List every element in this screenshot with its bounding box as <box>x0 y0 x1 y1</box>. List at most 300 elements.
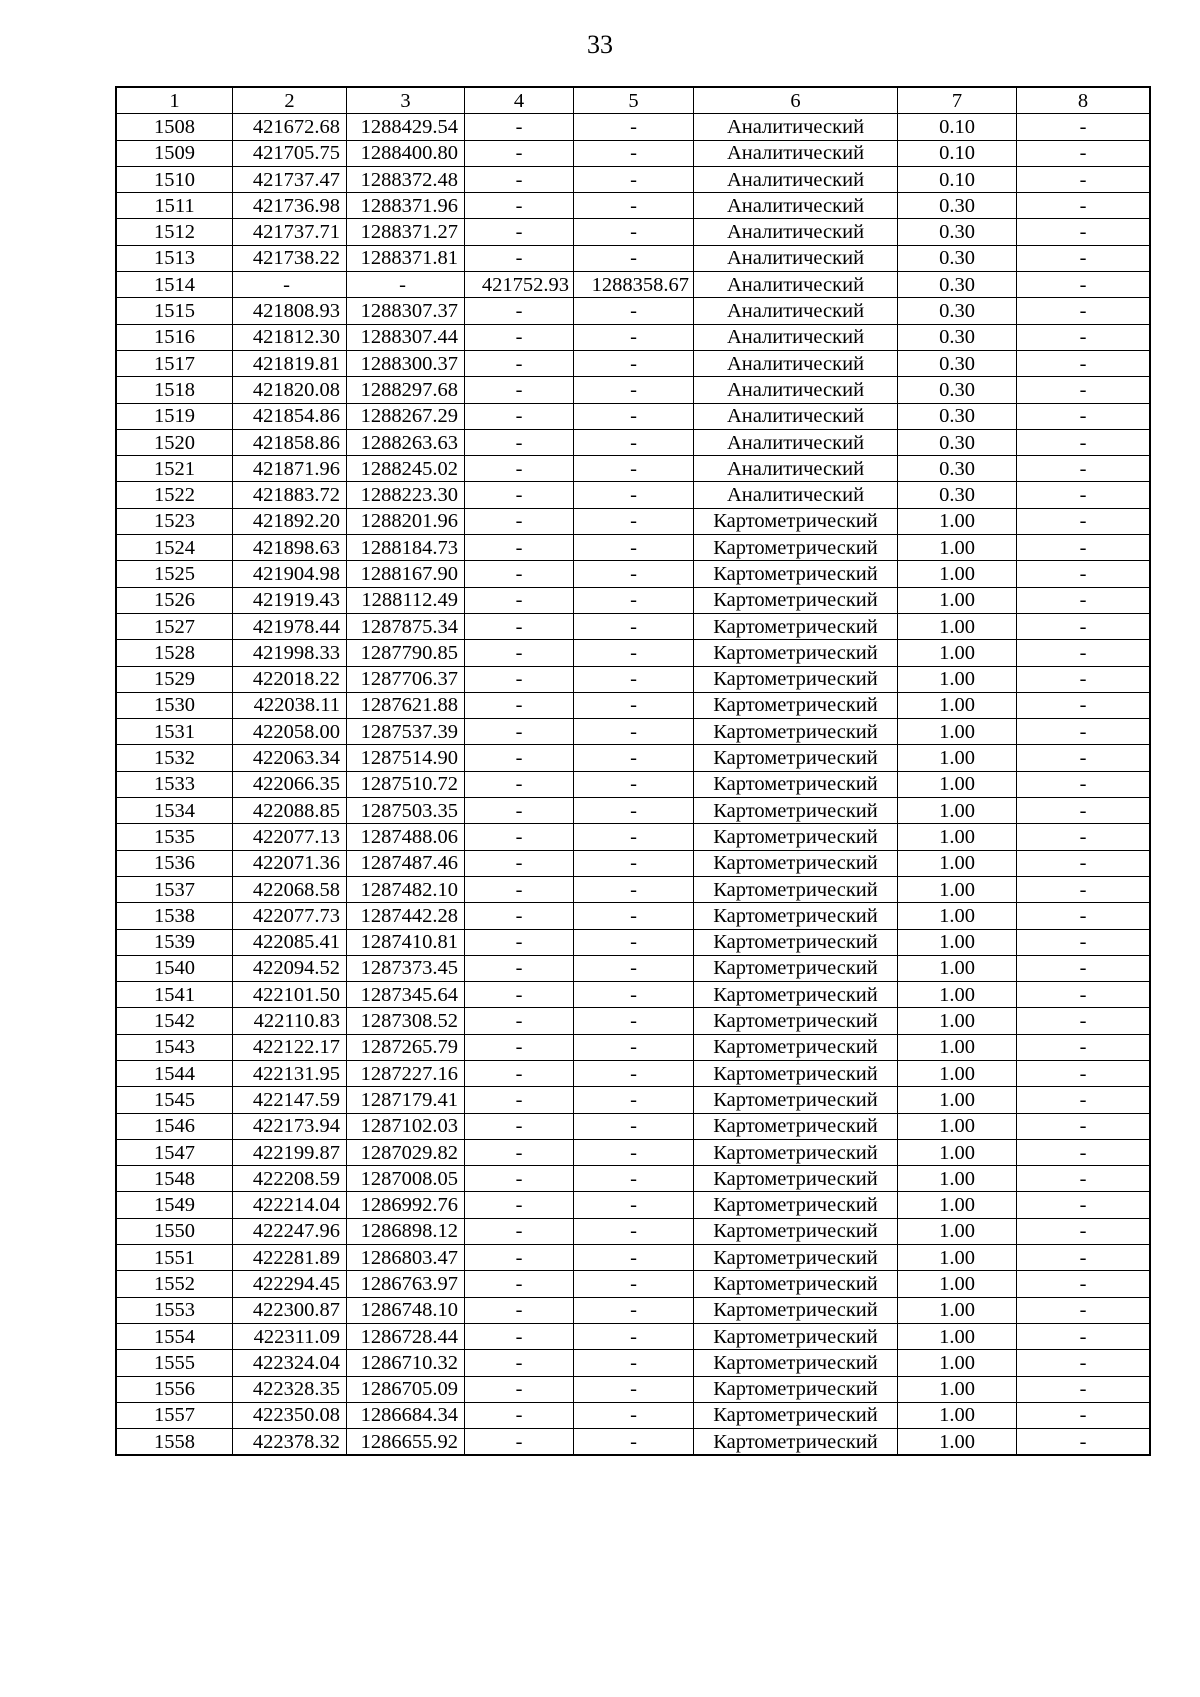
table-row <box>116 1060 1150 1086</box>
table-cell: 1287488.06 <box>347 824 465 850</box>
table-cell: - <box>1017 876 1151 902</box>
table-cell: - <box>465 640 574 666</box>
table-cell: - <box>465 850 574 876</box>
table-cell: Картометрический <box>694 1192 898 1218</box>
table-cell: 1287029.82 <box>347 1139 465 1165</box>
table-cell: - <box>1017 1402 1151 1428</box>
table-cell: - <box>574 640 694 666</box>
table-cell: Аналитический <box>694 114 898 140</box>
table-cell: - <box>465 1008 574 1034</box>
table-cell: 1287706.37 <box>347 666 465 692</box>
table-cell: Картометрический <box>694 640 898 666</box>
table-cell: 421736.98 <box>233 193 347 219</box>
table-cell: - <box>1017 377 1151 403</box>
column-header: 8 <box>1017 87 1151 114</box>
table-cell: 1287621.88 <box>347 692 465 718</box>
table-cell: 1.00 <box>898 1271 1017 1297</box>
table-cell: 422378.32 <box>233 1429 347 1456</box>
table-cell: - <box>574 1192 694 1218</box>
table-cell: - <box>574 1166 694 1192</box>
table-row <box>116 1166 1150 1192</box>
table-cell: - <box>465 245 574 271</box>
table-cell: - <box>574 1087 694 1113</box>
table-cell: 1542 <box>116 1008 233 1034</box>
table-cell: 421892.20 <box>233 508 347 534</box>
table-cell: - <box>574 1402 694 1428</box>
table-row <box>116 193 1150 219</box>
table-cell: - <box>574 1218 694 1244</box>
table-cell: 1539 <box>116 929 233 955</box>
table-cell: - <box>465 482 574 508</box>
table-cell: - <box>1017 692 1151 718</box>
table-cell: 1286992.76 <box>347 1192 465 1218</box>
table-row <box>116 403 1150 429</box>
table-cell: 422071.36 <box>233 850 347 876</box>
table-cell: 1526 <box>116 587 233 613</box>
table-row <box>116 1323 1150 1349</box>
table-cell: 1528 <box>116 640 233 666</box>
table-cell: - <box>465 324 574 350</box>
column-header: 2 <box>233 87 347 114</box>
table-cell: Аналитический <box>694 298 898 324</box>
table-cell: 421854.86 <box>233 403 347 429</box>
table-cell: 422110.83 <box>233 1008 347 1034</box>
table-cell: 422068.58 <box>233 876 347 902</box>
table-cell: 421883.72 <box>233 482 347 508</box>
table-row <box>116 561 1150 587</box>
table-cell: Аналитический <box>694 193 898 219</box>
table-row <box>116 298 1150 324</box>
table-cell: 1.00 <box>898 1350 1017 1376</box>
table-row <box>116 798 1150 824</box>
table-cell: Аналитический <box>694 166 898 192</box>
table-cell: 1546 <box>116 1113 233 1139</box>
table-cell: 1.00 <box>898 745 1017 771</box>
table-cell: 1.00 <box>898 1034 1017 1060</box>
table-row <box>116 824 1150 850</box>
table-cell: Картометрический <box>694 1350 898 1376</box>
table-cell: 1288400.80 <box>347 140 465 166</box>
table-cell: 1288371.81 <box>347 245 465 271</box>
table-cell: - <box>574 324 694 350</box>
table-cell: - <box>465 1113 574 1139</box>
table-cell: - <box>1017 1087 1151 1113</box>
page-number: 33 <box>587 30 613 59</box>
table-row <box>116 429 1150 455</box>
table-cell: 1287308.52 <box>347 1008 465 1034</box>
table-cell: 422122.17 <box>233 1034 347 1060</box>
table-row <box>116 324 1150 350</box>
table-cell: 1541 <box>116 982 233 1008</box>
table-cell: - <box>1017 219 1151 245</box>
table-cell: 421871.96 <box>233 456 347 482</box>
table-cell: 1288371.96 <box>347 193 465 219</box>
table-cell: - <box>465 377 574 403</box>
table-cell: 0.30 <box>898 298 1017 324</box>
table-cell: 1521 <box>116 456 233 482</box>
table-cell: 1287514.90 <box>347 745 465 771</box>
table-cell: - <box>1017 140 1151 166</box>
table-cell: - <box>1017 1297 1151 1323</box>
table-cell: 421812.30 <box>233 324 347 350</box>
table-cell: - <box>574 1323 694 1349</box>
table-cell: - <box>574 1297 694 1323</box>
table-cell: - <box>1017 1113 1151 1139</box>
table-row <box>116 1218 1150 1244</box>
table-cell: - <box>465 613 574 639</box>
table-cell: 421705.75 <box>233 140 347 166</box>
table-cell: - <box>574 508 694 534</box>
table-row <box>116 456 1150 482</box>
column-header: 1 <box>116 87 233 114</box>
table-cell: 1.00 <box>898 1402 1017 1428</box>
table-cell: 1515 <box>116 298 233 324</box>
table-cell: 422038.11 <box>233 692 347 718</box>
table-row <box>116 613 1150 639</box>
table-cell: - <box>465 982 574 1008</box>
table-cell: 1.00 <box>898 982 1017 1008</box>
table-cell: 1.00 <box>898 692 1017 718</box>
table-cell: 1511 <box>116 193 233 219</box>
table-cell: Картометрический <box>694 1139 898 1165</box>
table-row <box>116 272 1150 298</box>
table-cell: 422088.85 <box>233 798 347 824</box>
table-cell: 1535 <box>116 824 233 850</box>
table-cell: Картометрический <box>694 1218 898 1244</box>
table-cell: 1554 <box>116 1323 233 1349</box>
table-cell: - <box>574 245 694 271</box>
table-cell: Картометрический <box>694 1245 898 1271</box>
table-row <box>116 1113 1150 1139</box>
table-cell: - <box>574 745 694 771</box>
table-cell: - <box>574 929 694 955</box>
table-cell: - <box>465 903 574 929</box>
table-cell: 421898.63 <box>233 535 347 561</box>
table-cell: Картометрический <box>694 508 898 534</box>
table-cell: Картометрический <box>694 745 898 771</box>
table-cell: 1288201.96 <box>347 508 465 534</box>
table-cell: 1.00 <box>898 1087 1017 1113</box>
table-cell: - <box>1017 771 1151 797</box>
table-cell: 1540 <box>116 955 233 981</box>
table-cell: - <box>1017 798 1151 824</box>
table-cell: - <box>574 403 694 429</box>
table-cell: Аналитический <box>694 324 898 350</box>
table-cell: 422294.45 <box>233 1271 347 1297</box>
table-cell: - <box>465 1350 574 1376</box>
table-cell: 1287410.81 <box>347 929 465 955</box>
table-row <box>116 482 1150 508</box>
table-cell: - <box>574 587 694 613</box>
table-cell: - <box>1017 666 1151 692</box>
table-cell: 1550 <box>116 1218 233 1244</box>
table-cell: - <box>574 193 694 219</box>
table-cell: Картометрический <box>694 903 898 929</box>
table-cell: 422085.41 <box>233 929 347 955</box>
table-cell: 422247.96 <box>233 1218 347 1244</box>
table-cell: 1287487.46 <box>347 850 465 876</box>
table-cell: - <box>574 1139 694 1165</box>
table-cell: 1524 <box>116 535 233 561</box>
table-cell: - <box>465 193 574 219</box>
column-header: 3 <box>347 87 465 114</box>
table-cell: 1549 <box>116 1192 233 1218</box>
column-header: 4 <box>465 87 574 114</box>
table-cell: 1544 <box>116 1060 233 1086</box>
table-cell: 0.30 <box>898 429 1017 455</box>
table-cell: - <box>1017 903 1151 929</box>
table-cell: 1286728.44 <box>347 1323 465 1349</box>
table-row <box>116 350 1150 376</box>
table-cell: Картометрический <box>694 929 898 955</box>
table-row <box>116 1087 1150 1113</box>
table-cell: 1548 <box>116 1166 233 1192</box>
table-cell: Картометрический <box>694 876 898 902</box>
table-cell: - <box>574 719 694 745</box>
table-cell: 1287373.45 <box>347 955 465 981</box>
table-cell: - <box>574 298 694 324</box>
table-row <box>116 1429 1150 1456</box>
table-cell: Картометрический <box>694 1087 898 1113</box>
table-cell: 1555 <box>116 1350 233 1376</box>
table-cell: - <box>1017 561 1151 587</box>
table-cell: 1.00 <box>898 1245 1017 1271</box>
table-cell: - <box>465 771 574 797</box>
table-cell: Картометрический <box>694 850 898 876</box>
table-cell: - <box>465 587 574 613</box>
table-cell: 1.00 <box>898 1429 1017 1456</box>
table-cell: - <box>1017 719 1151 745</box>
table-cell: - <box>347 272 465 298</box>
table-cell: 421858.86 <box>233 429 347 455</box>
table-cell: - <box>1017 1429 1151 1456</box>
table-cell: Аналитический <box>694 482 898 508</box>
table-cell: - <box>465 1297 574 1323</box>
table-cell: - <box>1017 745 1151 771</box>
table-cell: - <box>465 456 574 482</box>
table-cell: - <box>465 508 574 534</box>
table-cell: 1.00 <box>898 1008 1017 1034</box>
table-cell: 1.00 <box>898 1060 1017 1086</box>
table-cell: 1288372.48 <box>347 166 465 192</box>
table-cell: Аналитический <box>694 245 898 271</box>
table-cell: 422147.59 <box>233 1087 347 1113</box>
table-cell: 421820.08 <box>233 377 347 403</box>
table-row <box>116 1034 1150 1060</box>
table-cell: - <box>465 745 574 771</box>
table-cell: 1288297.68 <box>347 377 465 403</box>
table-cell: 1287008.05 <box>347 1166 465 1192</box>
table-cell: 0.30 <box>898 482 1017 508</box>
table-cell: - <box>1017 298 1151 324</box>
table-row <box>116 1245 1150 1271</box>
table-cell: 1547 <box>116 1139 233 1165</box>
table-cell: 1286710.32 <box>347 1350 465 1376</box>
table-cell: 1531 <box>116 719 233 745</box>
table-cell: Картометрический <box>694 982 898 1008</box>
column-header: 5 <box>574 87 694 114</box>
table-cell: Картометрический <box>694 1008 898 1034</box>
table-cell: 422066.35 <box>233 771 347 797</box>
table-cell: 422063.34 <box>233 745 347 771</box>
table-cell: 421808.93 <box>233 298 347 324</box>
table-cell: 1534 <box>116 798 233 824</box>
table-cell: 1516 <box>116 324 233 350</box>
table-cell: - <box>574 166 694 192</box>
table-cell: Картометрический <box>694 719 898 745</box>
table-row <box>116 508 1150 534</box>
table-cell: - <box>465 929 574 955</box>
table-row <box>116 640 1150 666</box>
table-cell: - <box>465 1192 574 1218</box>
table-row <box>116 587 1150 613</box>
table-cell: 0.30 <box>898 350 1017 376</box>
column-header: 7 <box>898 87 1017 114</box>
table-row <box>116 850 1150 876</box>
table-cell: 1.00 <box>898 876 1017 902</box>
table-cell: 1.00 <box>898 561 1017 587</box>
table-cell: 1287790.85 <box>347 640 465 666</box>
table-cell: - <box>574 482 694 508</box>
table-cell: 421904.98 <box>233 561 347 587</box>
table-cell: - <box>465 1166 574 1192</box>
table-cell: 422058.00 <box>233 719 347 745</box>
table-cell: - <box>465 298 574 324</box>
table-cell: 1532 <box>116 745 233 771</box>
table-cell: 1288300.37 <box>347 350 465 376</box>
table-cell: - <box>574 1113 694 1139</box>
table-cell: - <box>574 798 694 824</box>
table-cell: - <box>574 140 694 166</box>
table-cell: 1552 <box>116 1271 233 1297</box>
table-cell: 422094.52 <box>233 955 347 981</box>
table-cell: - <box>1017 535 1151 561</box>
table-cell: 1512 <box>116 219 233 245</box>
table-cell: Картометрический <box>694 535 898 561</box>
table-cell: 421737.47 <box>233 166 347 192</box>
table-cell: - <box>465 1402 574 1428</box>
table-cell: 422077.73 <box>233 903 347 929</box>
table-cell: 1287875.34 <box>347 613 465 639</box>
table-cell: 1.00 <box>898 824 1017 850</box>
table-cell: - <box>465 114 574 140</box>
table-cell: Картометрический <box>694 824 898 850</box>
table-cell: - <box>574 955 694 981</box>
table-cell: - <box>1017 193 1151 219</box>
table-cell: - <box>465 666 574 692</box>
table-cell: 1533 <box>116 771 233 797</box>
table-cell: - <box>1017 955 1151 981</box>
table-cell: - <box>465 1139 574 1165</box>
table-cell: - <box>1017 1245 1151 1271</box>
table-cell: 1.00 <box>898 798 1017 824</box>
table-cell: - <box>465 350 574 376</box>
table-cell: 1288307.37 <box>347 298 465 324</box>
table-cell: - <box>1017 456 1151 482</box>
table-cell: - <box>574 1376 694 1402</box>
table-cell: - <box>233 272 347 298</box>
table-cell: - <box>1017 1008 1151 1034</box>
table-cell: 422208.59 <box>233 1166 347 1192</box>
table-row <box>116 929 1150 955</box>
table-row <box>116 692 1150 718</box>
table-cell: - <box>465 719 574 745</box>
table-cell: - <box>1017 350 1151 376</box>
table-cell: 0.30 <box>898 377 1017 403</box>
table-row <box>116 1350 1150 1376</box>
table-cell: - <box>1017 1350 1151 1376</box>
table-cell: - <box>1017 587 1151 613</box>
table-cell: - <box>465 219 574 245</box>
table-cell: - <box>465 1245 574 1271</box>
table-cell: - <box>574 876 694 902</box>
table-cell: - <box>574 692 694 718</box>
table-cell: 422077.13 <box>233 824 347 850</box>
table-cell: - <box>574 824 694 850</box>
table-cell: 421998.33 <box>233 640 347 666</box>
table-cell: 0.30 <box>898 193 1017 219</box>
table-cell: 1286655.92 <box>347 1429 465 1456</box>
table-cell: 1553 <box>116 1297 233 1323</box>
table-cell: 1287345.64 <box>347 982 465 1008</box>
table-cell: 1.00 <box>898 508 1017 534</box>
table-cell: Аналитический <box>694 140 898 166</box>
table-cell: - <box>574 1008 694 1034</box>
table-cell: 422018.22 <box>233 666 347 692</box>
table-cell: 1286748.10 <box>347 1297 465 1323</box>
table-cell: - <box>1017 272 1151 298</box>
table-row <box>116 166 1150 192</box>
table-row <box>116 1297 1150 1323</box>
table-cell: 422350.08 <box>233 1402 347 1428</box>
table-cell: Картометрический <box>694 1271 898 1297</box>
table-cell: - <box>465 166 574 192</box>
table-cell: 1.00 <box>898 955 1017 981</box>
table-cell: - <box>574 613 694 639</box>
table-cell: - <box>465 692 574 718</box>
table-cell: - <box>1017 482 1151 508</box>
table-cell: - <box>1017 166 1151 192</box>
table-cell: 1557 <box>116 1402 233 1428</box>
table-cell: 1.00 <box>898 1218 1017 1244</box>
table-cell: - <box>574 561 694 587</box>
table-cell: - <box>574 350 694 376</box>
table-cell: - <box>574 429 694 455</box>
table-row <box>116 982 1150 1008</box>
table-cell: Аналитический <box>694 377 898 403</box>
table-cell: Картометрический <box>694 798 898 824</box>
table-cell: - <box>1017 114 1151 140</box>
table-cell: 1.00 <box>898 850 1017 876</box>
table-cell: 0.30 <box>898 245 1017 271</box>
table-cell: 1287503.35 <box>347 798 465 824</box>
table-cell: - <box>465 1218 574 1244</box>
table-cell: 1287442.28 <box>347 903 465 929</box>
table-cell: 1.00 <box>898 719 1017 745</box>
table-cell: - <box>1017 982 1151 1008</box>
table-cell: 422328.35 <box>233 1376 347 1402</box>
table-cell: Аналитический <box>694 456 898 482</box>
table-cell: - <box>574 771 694 797</box>
table-cell: - <box>465 561 574 587</box>
table-cell: - <box>574 1034 694 1060</box>
table-cell: 421738.22 <box>233 245 347 271</box>
table-row <box>116 955 1150 981</box>
table-cell: 1288184.73 <box>347 535 465 561</box>
table-cell: Картометрический <box>694 1034 898 1060</box>
table-cell: 0.30 <box>898 403 1017 429</box>
table-cell: - <box>574 1429 694 1456</box>
